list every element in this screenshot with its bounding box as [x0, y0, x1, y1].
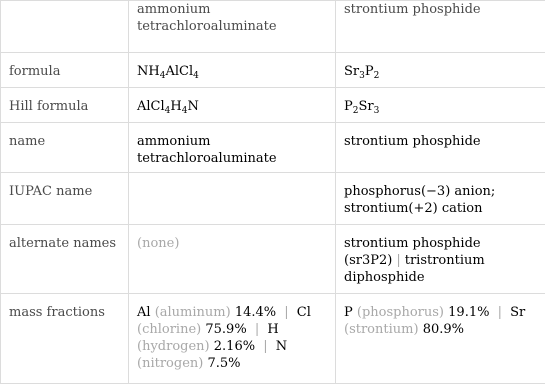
- alternate-name-1: strontium phosphide (sr3P2): [344, 236, 481, 268]
- formula-part: P: [365, 64, 374, 79]
- separator: |: [392, 253, 404, 268]
- row-label-hill-formula: Hill formula: [1, 88, 129, 123]
- mass-percent: 14.4%: [235, 305, 276, 320]
- formula-subscript: 2: [374, 71, 380, 81]
- table-row-hill-formula: [1, 88, 545, 123]
- row-label-name: name: [1, 123, 129, 173]
- mass-fractions-value-a: [129, 294, 336, 384]
- column-header-ammonium-tetrachloroaluminate: ammonium tetrachloroaluminate: [129, 1, 336, 53]
- table-row-name: [1, 123, 545, 173]
- mass-percent: 19.1%: [448, 305, 489, 320]
- row-label-iupac-name: IUPAC name: [1, 173, 129, 225]
- iupac-value-a: [129, 173, 336, 225]
- element-symbol: Al: [137, 305, 151, 320]
- element-symbol: Sr: [510, 305, 525, 320]
- mass-percent: 75.9%: [205, 322, 246, 337]
- table-row-alternate-names: [1, 225, 545, 294]
- formula-value-b: [336, 53, 545, 88]
- row-label-alternate-names: alternate names: [1, 225, 129, 294]
- element-symbol: N: [276, 339, 287, 354]
- separator: |: [259, 339, 271, 354]
- alternate-name-2: tristrontium diphosphide: [344, 253, 485, 285]
- formula-subscript: 3: [374, 106, 380, 116]
- element-symbol: H: [267, 322, 278, 337]
- name-value-b: strontium phosphide: [336, 123, 545, 173]
- row-label-formula: formula: [1, 53, 129, 88]
- mass-fractions-value-b: [336, 294, 545, 384]
- separator: |: [251, 322, 263, 337]
- mass-percent: 7.5%: [207, 356, 240, 371]
- row-label-mass-fractions: mass fractions: [1, 294, 129, 384]
- table-row-formula: [1, 53, 545, 88]
- formula-value-a: [129, 53, 336, 88]
- formula-subscript: 3: [359, 71, 365, 81]
- element-name: (strontium): [344, 322, 419, 337]
- formula-part: Sr: [344, 64, 359, 79]
- formula-subscript: 4: [193, 71, 199, 81]
- separator: |: [494, 305, 506, 320]
- formula-part: P: [344, 99, 353, 114]
- formula-subscript: 2: [353, 106, 359, 116]
- table-row-iupac-name: [1, 173, 545, 225]
- hill-formula-value-b: [336, 88, 545, 123]
- name-value-a: ammonium tetrachloroaluminate: [129, 123, 336, 173]
- element-name: (nitrogen): [137, 356, 203, 371]
- formula-part: Sr: [358, 99, 373, 114]
- element-name: (chlorine): [137, 322, 201, 337]
- table-row-mass-fractions: [1, 294, 545, 384]
- formula-part: N: [187, 99, 198, 114]
- iupac-value-b: phosphorus(−3) anion; strontium(+2) cation: [336, 173, 545, 225]
- formula-part: AlCl: [165, 64, 193, 79]
- formula-subscript: 4: [160, 71, 166, 81]
- formula-subscript: 4: [165, 106, 171, 116]
- formula-subscript: 4: [182, 106, 188, 116]
- element-name: (aluminum): [155, 305, 231, 320]
- element-name: (hydrogen): [137, 339, 210, 354]
- formula-part: AlCl: [137, 99, 165, 114]
- alternate-names-value-a: (none): [129, 225, 336, 294]
- element-symbol: Cl: [297, 305, 311, 320]
- column-header-strontium-phosphide: strontium phosphide: [336, 1, 545, 53]
- formula-part: H: [170, 99, 181, 114]
- element-name: (phosphorus): [357, 305, 444, 320]
- hill-formula-value-a: [129, 88, 336, 123]
- element-symbol: P: [344, 305, 353, 320]
- mass-percent: 80.9%: [423, 322, 464, 337]
- formula-part: NH: [137, 64, 160, 79]
- separator: |: [280, 305, 292, 320]
- alternate-names-value-b: [336, 225, 545, 294]
- mass-percent: 2.16%: [214, 339, 255, 354]
- corner-cell: [1, 1, 129, 53]
- header-row: [1, 1, 545, 53]
